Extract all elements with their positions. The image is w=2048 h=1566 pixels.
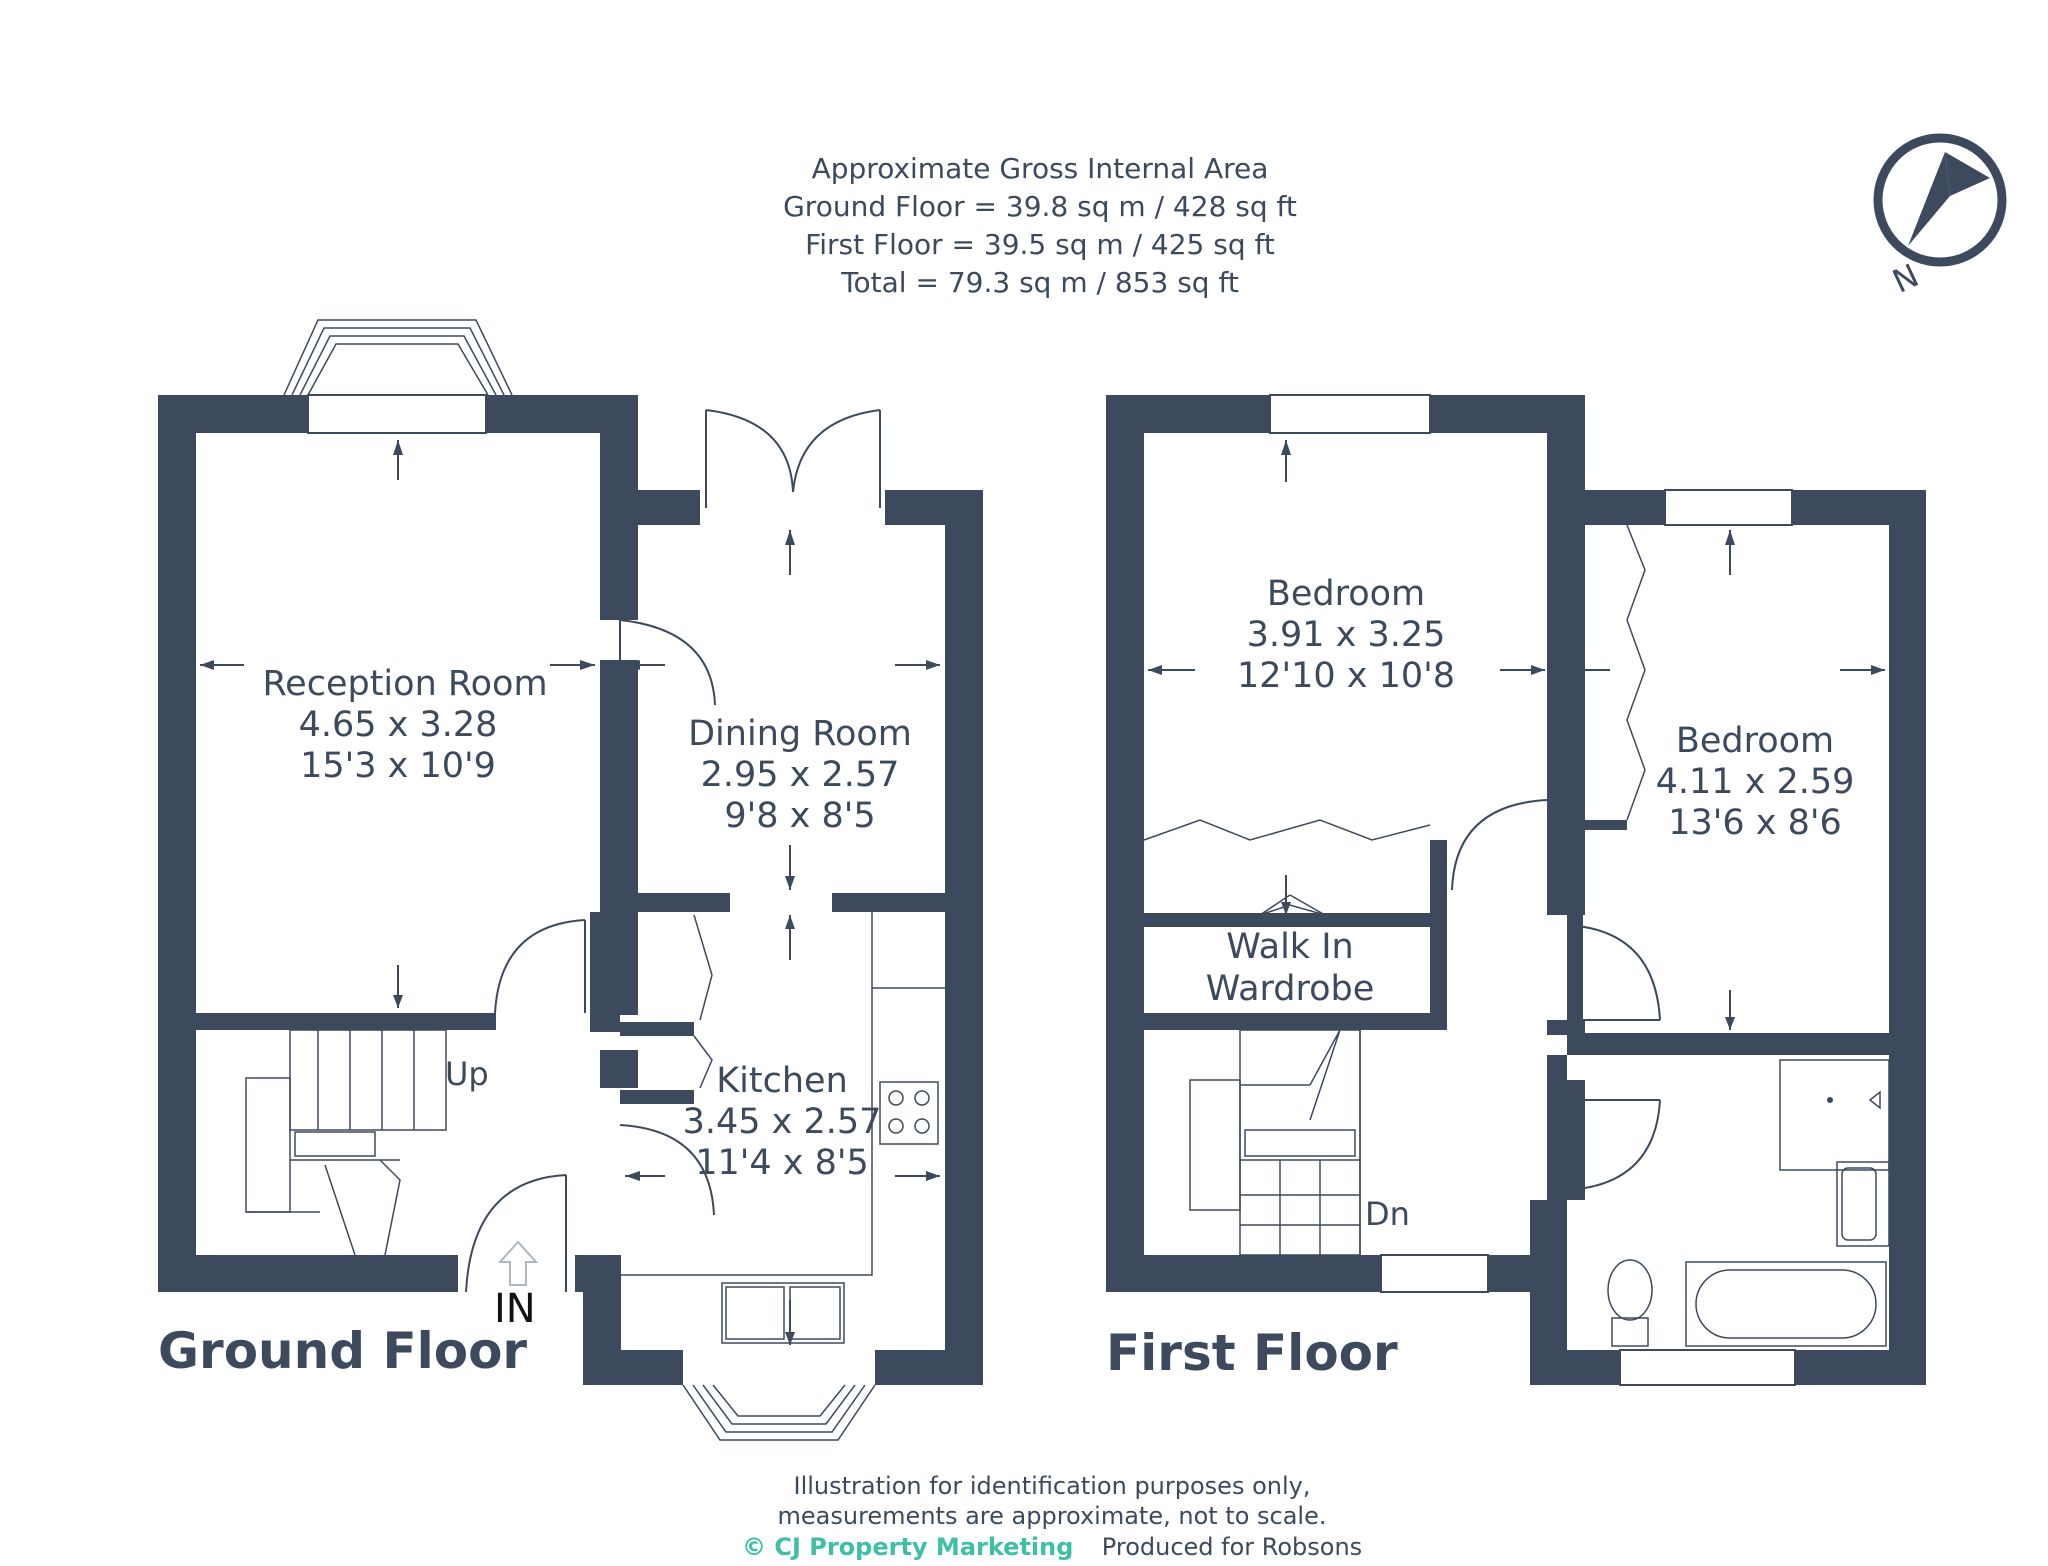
area-title: Approximate Gross Internal Area [811,152,1269,185]
bedroom1-metric: 3.91 x 3.25 [1246,615,1446,655]
kitchen-metric: 3.45 x 2.57 [682,1102,882,1142]
ground-stairs [246,1030,446,1255]
kitchen-name: Kitchen [716,1061,848,1101]
shower-icon [1780,1060,1889,1170]
ground-floor-plan [158,320,983,1440]
dining-room-metric: 2.95 x 2.57 [700,755,900,795]
produced-for: Produced for Robsons [1101,1533,1363,1561]
north-compass-icon [1878,138,2002,301]
hob-icon [880,1082,938,1144]
reception-window [308,395,486,433]
first-floor-plan [1106,395,1926,1385]
bath-icon [1686,1262,1886,1346]
bedroom2-metric: 4.11 x 2.59 [1655,762,1855,802]
reception-room-metric: 4.65 x 3.28 [298,705,498,745]
bedroom1-window [1270,395,1430,433]
bedroom1-name: Bedroom [1266,574,1426,614]
washbasin-icon [1837,1162,1889,1246]
first-floor-stairs [1190,1030,1360,1255]
sink-icon [722,1283,844,1343]
area-ground-floor: Ground Floor = 39.8 sq m / 428 sq ft [783,190,1297,223]
reception-room-name: Reception Room [262,664,548,704]
ground-floor-title: Ground Floor [158,1322,528,1380]
entrance-arrow-icon [500,1242,536,1285]
first-floor-title: First Floor [1106,1324,1398,1382]
kitchen-bay-window [683,1385,875,1440]
dining-room-imperial: 9'8 x 8'5 [724,796,876,836]
bedroom1-imperial: 12'10 x 10'8 [1236,656,1456,696]
bedroom2-imperial: 13'6 x 8'6 [1668,803,1842,843]
stairs-down-label: Dn [1365,1195,1410,1233]
disclaimer-line2: measurements are approximate, not to scale. [777,1502,1327,1530]
kitchen-imperial: 11'4 x 8'5 [695,1143,869,1183]
area-total: Total = 79.3 sq m / 853 sq ft [841,266,1239,299]
dining-french-doors [706,410,880,508]
disclaimer-line1: Illustration for identification purposes only, [793,1472,1311,1500]
reception-room-imperial: 15'3 x 10'9 [300,746,496,786]
area-first-floor: First Floor = 39.5 sq m / 425 sq ft [805,228,1275,261]
stairs-up-label: Up [445,1055,489,1093]
bathroom-window [1620,1350,1795,1385]
reception-bay-window [284,320,512,395]
footer [742,1472,1362,1561]
walk-in-wardrobe-line2: Wardrobe [1205,969,1375,1009]
bedroom2-name: Bedroom [1675,721,1835,761]
bedroom2-window [1665,490,1792,525]
walk-in-wardrobe-line1: Walk In [1226,927,1354,967]
ground-dimension-arrows [200,440,940,1345]
toilet-icon [1608,1260,1652,1346]
entrance-label: IN [494,1286,536,1332]
landing-window [1381,1255,1488,1292]
compass-north-label: N [1886,256,1925,301]
reception-hall-door [495,920,585,1013]
front-door [466,1175,566,1292]
area-summary [783,152,1297,299]
dining-room-name: Dining Room [688,714,912,754]
bedroom1-door [1452,800,1547,890]
brand-credit: © CJ Property Marketing [742,1533,1074,1561]
